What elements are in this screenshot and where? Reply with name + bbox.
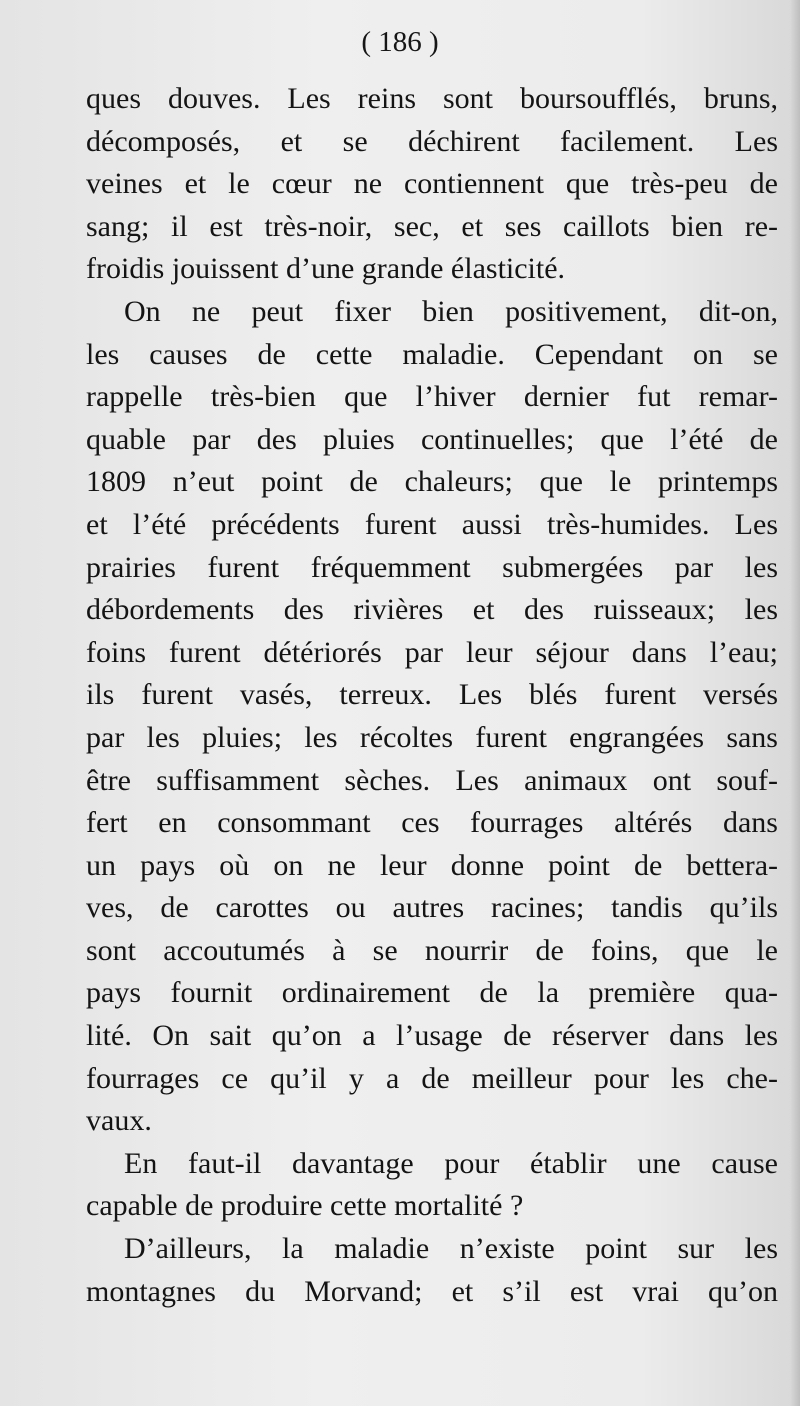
body-text	[86, 78, 778, 1313]
text-line: En faut-il davantage pour établir une cause	[124, 1146, 778, 1180]
text-line: capable de produire cette mortalité ?	[86, 1189, 524, 1223]
text-line: 1809 n’eut point de chaleurs; que le printemps	[86, 465, 778, 499]
text-line: par les pluies; les récoltes furent engrangées sans	[86, 720, 778, 754]
text-line: ves, de carottes ou autres racines; tandis qu’ils	[86, 891, 778, 925]
text-line: pays fournit ordinairement de la première qua-	[86, 976, 778, 1010]
text-line: rappelle très-bien que l’hiver dernier fut remar-	[86, 380, 778, 414]
text-line: sont accoutumés à se nourrir de foins, que le	[86, 933, 778, 967]
text-line: ils furent vasés, terreux. Les blés furent versés	[86, 678, 778, 712]
text-line: un pays où on ne leur donne point de bettera-	[86, 848, 778, 882]
text-line: foins furent détériorés par leur séjour dans l’eau;	[86, 635, 778, 669]
text-line: prairies furent fréquemment submergées par les	[86, 550, 778, 584]
text-line: et l’été précédents furent aussi très-humides. Les	[86, 507, 778, 541]
text-line: montagnes du Morvand; et s’il est vrai qu’on	[86, 1274, 778, 1308]
text-line: fourrages ce qu’il y a de meilleur pour les che-	[86, 1061, 778, 1095]
text-line: D’ailleurs, la maladie n’existe point sur les	[124, 1232, 778, 1266]
text-line: fert en consommant ces fourrages altérés dans	[86, 806, 778, 840]
text-line: vaux.	[86, 1104, 152, 1138]
text-line: lité. On sait qu’on a l’usage de réserver dans les	[86, 1019, 778, 1053]
page-edge-shadow	[790, 0, 800, 1406]
text-line: froidis jouissent d’une grande élasticité.	[86, 252, 566, 286]
text-line: veines et le cœur ne contiennent que très-peu de	[86, 167, 778, 201]
text-line: décomposés, et se déchirent facilement. Les	[86, 124, 778, 158]
text-line: être suffisamment sèches. Les animaux ont souf-	[86, 763, 778, 797]
text-line: les causes de cette maladie. Cependant on se	[86, 337, 778, 371]
text-line: sang; il est très-noir, sec, et ses caillots bien re-	[86, 209, 778, 243]
text-line: quable par des pluies continuelles; que l’été de	[86, 422, 778, 456]
text-line: ques douves. Les reins sont boursoufflés, bruns,	[86, 82, 778, 115]
page-number: ( 186 )	[361, 26, 439, 58]
text-line: On ne peut fixer bien positivement, dit-on,	[124, 294, 778, 328]
text-line: débordements des rivières et des ruisseaux; les	[86, 593, 778, 627]
